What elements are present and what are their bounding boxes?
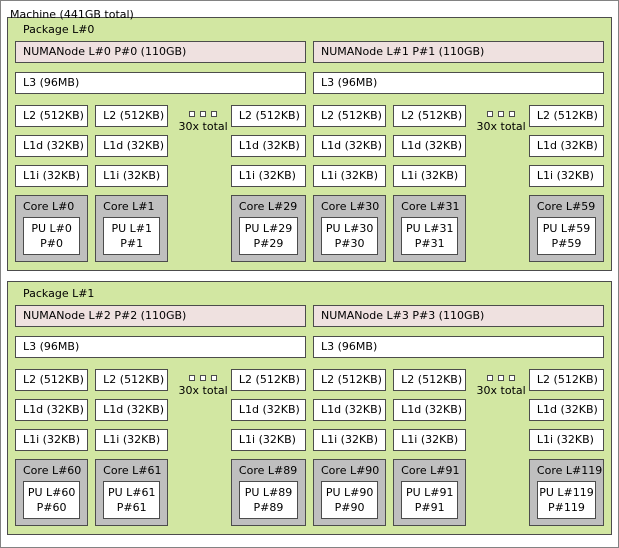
pu-box bbox=[321, 481, 378, 519]
l2-cache-box: L2 (512KB) bbox=[393, 369, 466, 391]
ellipsis-squares bbox=[487, 375, 515, 381]
pu-box bbox=[537, 217, 596, 255]
pu-label-line2: P#61 bbox=[116, 501, 147, 514]
pu-label-line2: P#1 bbox=[120, 237, 144, 250]
ellipsis-square-icon bbox=[189, 375, 195, 381]
package-label: Package L#1 bbox=[23, 287, 95, 300]
pu-box bbox=[23, 217, 80, 255]
ellipsis-square-icon bbox=[211, 111, 217, 117]
l1d-cache-box: L1d (32KB) bbox=[231, 399, 306, 421]
l1i-cache-box: L1i (32KB) bbox=[313, 429, 386, 451]
core-label: Core L#61 bbox=[103, 464, 162, 477]
core-columns-row bbox=[313, 105, 604, 262]
l2-cache-box: L2 (512KB) bbox=[393, 105, 466, 127]
numanode-box: NUMANode L#1 P#1 (110GB) bbox=[313, 41, 604, 63]
l1i-cache-box: L1i (32KB) bbox=[95, 165, 168, 187]
pu-label-line1: PU L#90 bbox=[325, 486, 374, 499]
ellipsis-label: 30x total bbox=[178, 384, 228, 397]
pu-box bbox=[103, 481, 160, 519]
ellipsis-square-icon bbox=[189, 111, 195, 117]
l1i-cache-box: L1i (32KB) bbox=[15, 165, 88, 187]
pu-label-line2: P#89 bbox=[253, 501, 284, 514]
l1d-cache-box: L1d (32KB) bbox=[15, 399, 88, 421]
core-box bbox=[15, 459, 88, 526]
ellipsis-label: 30x total bbox=[476, 120, 526, 133]
l2-cache-box: L2 (512KB) bbox=[15, 105, 88, 127]
ellipsis-square-icon bbox=[509, 111, 515, 117]
pu-label-line2: P#119 bbox=[548, 501, 585, 514]
l1i-cache-box: L1i (32KB) bbox=[95, 429, 168, 451]
ellipsis-label: 30x total bbox=[476, 384, 526, 397]
pu-box bbox=[239, 481, 298, 519]
core-column bbox=[15, 105, 88, 262]
packages bbox=[1, 17, 618, 535]
core-column bbox=[313, 105, 386, 262]
pu-label-line2: P#0 bbox=[40, 237, 63, 250]
core-label: Core L#29 bbox=[238, 200, 298, 213]
core-box bbox=[393, 195, 466, 262]
pu-box bbox=[23, 481, 80, 519]
l1i-cache-box: L1i (32KB) bbox=[231, 429, 306, 451]
pu-box bbox=[321, 217, 378, 255]
core-label: Core L#0 bbox=[23, 200, 75, 213]
core-label: Core L#89 bbox=[238, 464, 298, 477]
core-label: Core L#119 bbox=[536, 464, 603, 477]
l1d-cache-box: L1d (32KB) bbox=[95, 399, 168, 421]
ellipsis-squares bbox=[189, 111, 217, 117]
core-column bbox=[95, 369, 168, 526]
pu-label-line1: PU L#119 bbox=[539, 486, 594, 499]
package-box bbox=[7, 17, 612, 271]
ellipsis-square-icon bbox=[487, 111, 493, 117]
pu-box bbox=[537, 481, 596, 519]
package-label: Package L#0 bbox=[23, 23, 95, 36]
l1i-cache-box: L1i (32KB) bbox=[393, 165, 466, 187]
l1i-cache-box: L1i (32KB) bbox=[529, 429, 604, 451]
l1d-cache-box: L1d (32KB) bbox=[529, 399, 604, 421]
l1d-cache-box: L1d (32KB) bbox=[313, 399, 386, 421]
pu-label-line1: PU L#91 bbox=[405, 486, 454, 499]
numanode-box: NUMANode L#2 P#2 (110GB) bbox=[15, 305, 306, 327]
pu-label-line1: PU L#89 bbox=[244, 486, 293, 499]
pu-label-line1: PU L#30 bbox=[325, 222, 374, 235]
l1d-cache-box: L1d (32KB) bbox=[529, 135, 604, 157]
core-label: Core L#30 bbox=[321, 200, 380, 213]
core-column bbox=[231, 369, 306, 526]
core-box bbox=[529, 459, 604, 526]
ellipsis-square-icon bbox=[200, 111, 206, 117]
core-columns-row bbox=[313, 369, 604, 526]
l1d-cache-box: L1d (32KB) bbox=[393, 399, 466, 421]
l2-cache-box: L2 (512KB) bbox=[313, 369, 386, 391]
l2-cache-box: L2 (512KB) bbox=[313, 105, 386, 127]
core-box bbox=[313, 459, 386, 526]
l3-cache-box: L3 (96MB) bbox=[313, 72, 604, 94]
core-column bbox=[231, 105, 306, 262]
core-box bbox=[529, 195, 604, 262]
core-label: Core L#59 bbox=[536, 200, 596, 213]
pu-box bbox=[401, 481, 458, 519]
l1d-cache-box: L1d (32KB) bbox=[393, 135, 466, 157]
core-box bbox=[15, 195, 88, 262]
l2-cache-box: L2 (512KB) bbox=[529, 105, 604, 127]
core-box bbox=[95, 459, 168, 526]
l1i-cache-box: L1i (32KB) bbox=[231, 165, 306, 187]
l1d-cache-box: L1d (32KB) bbox=[95, 135, 168, 157]
numanode-box: NUMANode L#0 P#0 (110GB) bbox=[15, 41, 306, 63]
ellipsis-square-icon bbox=[498, 375, 504, 381]
l1i-cache-box: L1i (32KB) bbox=[393, 429, 466, 451]
l2-cache-box: L2 (512KB) bbox=[231, 105, 306, 127]
l1d-cache-box: L1d (32KB) bbox=[313, 135, 386, 157]
core-columns-row bbox=[15, 105, 306, 262]
ellipsis-cell bbox=[473, 369, 529, 526]
core-box bbox=[393, 459, 466, 526]
package-box bbox=[7, 281, 612, 535]
l1d-cache-box: L1d (32KB) bbox=[15, 135, 88, 157]
ellipsis-squares bbox=[189, 375, 217, 381]
core-label: Core L#90 bbox=[321, 464, 380, 477]
pu-label-line2: P#60 bbox=[36, 501, 67, 514]
core-column bbox=[95, 105, 168, 262]
pu-label-line1: PU L#29 bbox=[244, 222, 293, 235]
l2-cache-box: L2 (512KB) bbox=[231, 369, 306, 391]
numa-half bbox=[313, 305, 604, 526]
ellipsis-square-icon bbox=[498, 111, 504, 117]
core-box bbox=[231, 459, 306, 526]
l2-cache-box: L2 (512KB) bbox=[95, 369, 168, 391]
ellipsis-square-icon bbox=[211, 375, 217, 381]
l1i-cache-box: L1i (32KB) bbox=[313, 165, 386, 187]
core-column bbox=[15, 369, 88, 526]
machine-label: Machine (441GB total) bbox=[10, 8, 134, 21]
l1d-cache-box: L1d (32KB) bbox=[231, 135, 306, 157]
pu-label-line2: P#91 bbox=[414, 501, 445, 514]
package-halves bbox=[15, 41, 604, 262]
pu-label-line1: PU L#60 bbox=[27, 486, 76, 499]
ellipsis-squares bbox=[487, 111, 515, 117]
ellipsis-square-icon bbox=[487, 375, 493, 381]
pu-label-line1: PU L#59 bbox=[542, 222, 591, 235]
core-box bbox=[95, 195, 168, 262]
ellipsis-cell bbox=[175, 105, 231, 262]
ellipsis-label: 30x total bbox=[178, 120, 228, 133]
pu-label-line1: PU L#1 bbox=[111, 222, 152, 235]
ellipsis-square-icon bbox=[509, 375, 515, 381]
core-column bbox=[313, 369, 386, 526]
l3-cache-box: L3 (96MB) bbox=[15, 72, 306, 94]
pu-label-line2: P#31 bbox=[414, 237, 445, 250]
core-box bbox=[313, 195, 386, 262]
core-column bbox=[529, 369, 604, 526]
core-label: Core L#31 bbox=[401, 200, 460, 213]
core-column bbox=[393, 105, 466, 262]
ellipsis-cell bbox=[175, 369, 231, 526]
core-columns-row bbox=[15, 369, 306, 526]
numa-half bbox=[313, 41, 604, 262]
pu-label-line2: P#90 bbox=[334, 501, 365, 514]
core-column bbox=[393, 369, 466, 526]
pu-label-line2: P#59 bbox=[551, 237, 582, 250]
l2-cache-box: L2 (512KB) bbox=[529, 369, 604, 391]
pu-box bbox=[103, 217, 160, 255]
core-label: Core L#1 bbox=[103, 200, 155, 213]
core-label: Core L#60 bbox=[23, 464, 82, 477]
numanode-box: NUMANode L#3 P#3 (110GB) bbox=[313, 305, 604, 327]
pu-label-line2: P#30 bbox=[334, 237, 365, 250]
l1i-cache-box: L1i (32KB) bbox=[529, 165, 604, 187]
l3-cache-box: L3 (96MB) bbox=[313, 336, 604, 358]
l2-cache-box: L2 (512KB) bbox=[15, 369, 88, 391]
pu-label-line2: P#29 bbox=[253, 237, 284, 250]
l1i-cache-box: L1i (32KB) bbox=[15, 429, 88, 451]
ellipsis-cell bbox=[473, 105, 529, 262]
numa-half bbox=[15, 41, 306, 262]
l3-cache-box: L3 (96MB) bbox=[15, 336, 306, 358]
pu-label-line1: PU L#0 bbox=[31, 222, 72, 235]
ellipsis-square-icon bbox=[200, 375, 206, 381]
core-label: Core L#91 bbox=[401, 464, 460, 477]
package-halves bbox=[15, 305, 604, 526]
pu-box bbox=[401, 217, 458, 255]
numa-half bbox=[15, 305, 306, 526]
pu-box bbox=[239, 217, 298, 255]
pu-label-line1: PU L#61 bbox=[107, 486, 156, 499]
pu-label-line1: PU L#31 bbox=[405, 222, 454, 235]
l2-cache-box: L2 (512KB) bbox=[95, 105, 168, 127]
core-box bbox=[231, 195, 306, 262]
core-column bbox=[529, 105, 604, 262]
